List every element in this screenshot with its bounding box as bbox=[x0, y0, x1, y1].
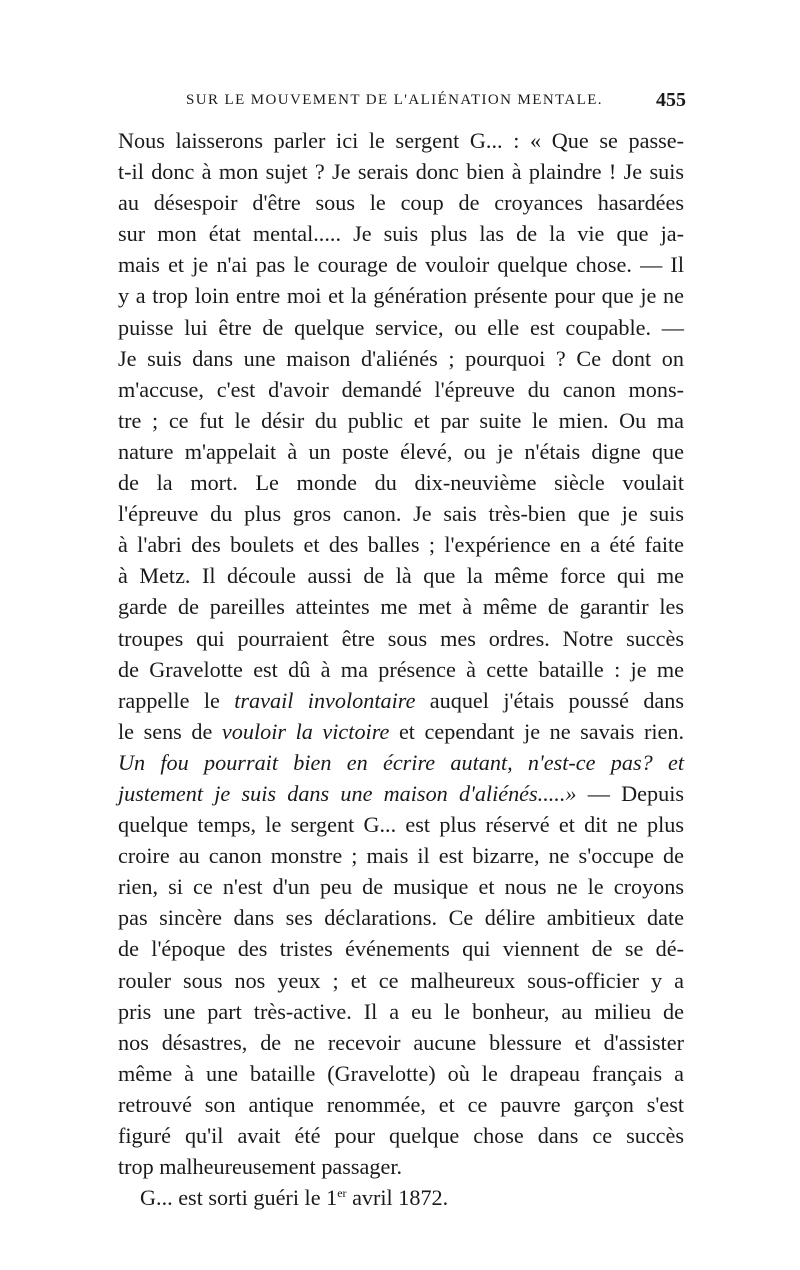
text-line: trop malheureusement passager. bbox=[118, 1154, 403, 1180]
text-line: quelque temps, le sergent G... est plus réservé et dit ne plus bbox=[118, 812, 684, 838]
text-line: de Gravelotte est dû à ma présence à cette bataille : je me bbox=[118, 656, 684, 682]
text-line: l'épreuve du plus gros canon. Je sais très-bien que je suis bbox=[118, 501, 684, 527]
text-segment: et cependant je ne savais rien. bbox=[389, 718, 684, 744]
text-line: puisse lui être de quelque service, ou elle est coupable. — bbox=[118, 314, 684, 340]
italic-text: justement je suis dans une maison d'aliénés.....» bbox=[118, 780, 577, 806]
text-line: Je suis dans une maison d'aliénés ; pourquoi ? Ce dont on bbox=[118, 345, 684, 371]
italic-text: travail involontaire bbox=[234, 687, 416, 713]
text-line: figuré qu'il avait été pour quelque chose dans ce succès bbox=[118, 1123, 684, 1148]
text-segment: rappelle le bbox=[118, 687, 235, 713]
text-line: nature m'appelait à un poste élevé, ou je n'étais digne que bbox=[118, 438, 684, 464]
text-line: pas sincère dans ses déclarations. Ce délire ambitieux date bbox=[118, 905, 684, 931]
body-text bbox=[118, 125, 684, 1213]
closing-line bbox=[118, 1182, 684, 1213]
italic-text: Un fou pourrait bien en écrire autant, n'est-ce pas? et bbox=[118, 749, 684, 775]
text-line: rien, si ce n'est d'un peu de musique et nous ne le croyons bbox=[118, 874, 684, 900]
text-segment: — Depuis bbox=[576, 780, 684, 806]
text-line: m'accuse, c'est d'avoir demandé l'épreuve du canon mons- bbox=[118, 376, 684, 402]
text-line bbox=[118, 685, 684, 716]
text-line: troupes qui pourraient être sous mes ordres. Notre succès bbox=[118, 625, 684, 651]
text-segment: auquel j'étais poussé dans bbox=[415, 687, 684, 713]
header-title: SUR LE MOUVEMENT DE L'ALIÉNATION MENTALE. bbox=[186, 92, 603, 108]
text-line: retrouvé son antique renommée, et ce pauvre garçon s'est bbox=[118, 1091, 684, 1117]
superscript: er bbox=[337, 1186, 347, 1201]
text-segment: avril 1872. bbox=[346, 1185, 449, 1211]
text-line: t-il donc à mon sujet ? Je serais donc bien à plaindre ! Je suis bbox=[118, 159, 684, 185]
page-number: 455 bbox=[656, 89, 686, 111]
text-line: garde de pareilles atteintes me met à même de garantir les bbox=[118, 594, 684, 620]
text-line: au désespoir d'être sous le coup de croyances hasardées bbox=[118, 190, 684, 216]
text-line: à l'abri des boulets et des balles ; l'expérience en a été faite bbox=[118, 532, 684, 558]
text-line: nos désastres, de ne recevoir aucune blessure et d'assister bbox=[118, 1029, 684, 1055]
text-line: mais et je n'ai pas le courage de vouloir quelque chose. — Il bbox=[118, 252, 684, 278]
text-line: tre ; ce fut le désir du public et par suite le mien. Ou ma bbox=[118, 407, 684, 433]
text-segment: G... est sorti guéri le 1 bbox=[140, 1185, 338, 1211]
text-line: croire au canon monstre ; mais il est bizarre, ne s'occupe de bbox=[118, 843, 684, 869]
text-line: y a trop loin entre moi et la génération présente pour que je ne bbox=[118, 283, 684, 309]
text-line bbox=[118, 716, 684, 747]
text-line bbox=[118, 747, 684, 778]
text-line bbox=[118, 778, 684, 809]
text-line: même à une bataille (Gravelotte) où le drapeau français a bbox=[118, 1060, 684, 1086]
text-line: de la mort. Le monde du dix-neuvième siècle voulait bbox=[118, 470, 684, 496]
running-header bbox=[186, 89, 686, 118]
text-line: rouler sous nos yeux ; et ce malheureux sous-officier y a bbox=[118, 967, 684, 993]
text-line: de l'époque des tristes événements qui viennent de se dé- bbox=[118, 936, 684, 962]
text-line: sur mon état mental..... Je suis plus las de la vie que ja- bbox=[118, 221, 684, 247]
text-line: Nous laisserons parler ici le sergent G... : « Que se passe- bbox=[118, 128, 684, 153]
text-line: à Metz. Il découle aussi de là que la même force qui me bbox=[118, 563, 684, 589]
text-segment: le sens de bbox=[118, 718, 222, 744]
italic-text: vouloir la victoire bbox=[221, 718, 390, 744]
text-line: pris une part très-active. Il a eu le bonheur, au milieu de bbox=[118, 998, 684, 1024]
